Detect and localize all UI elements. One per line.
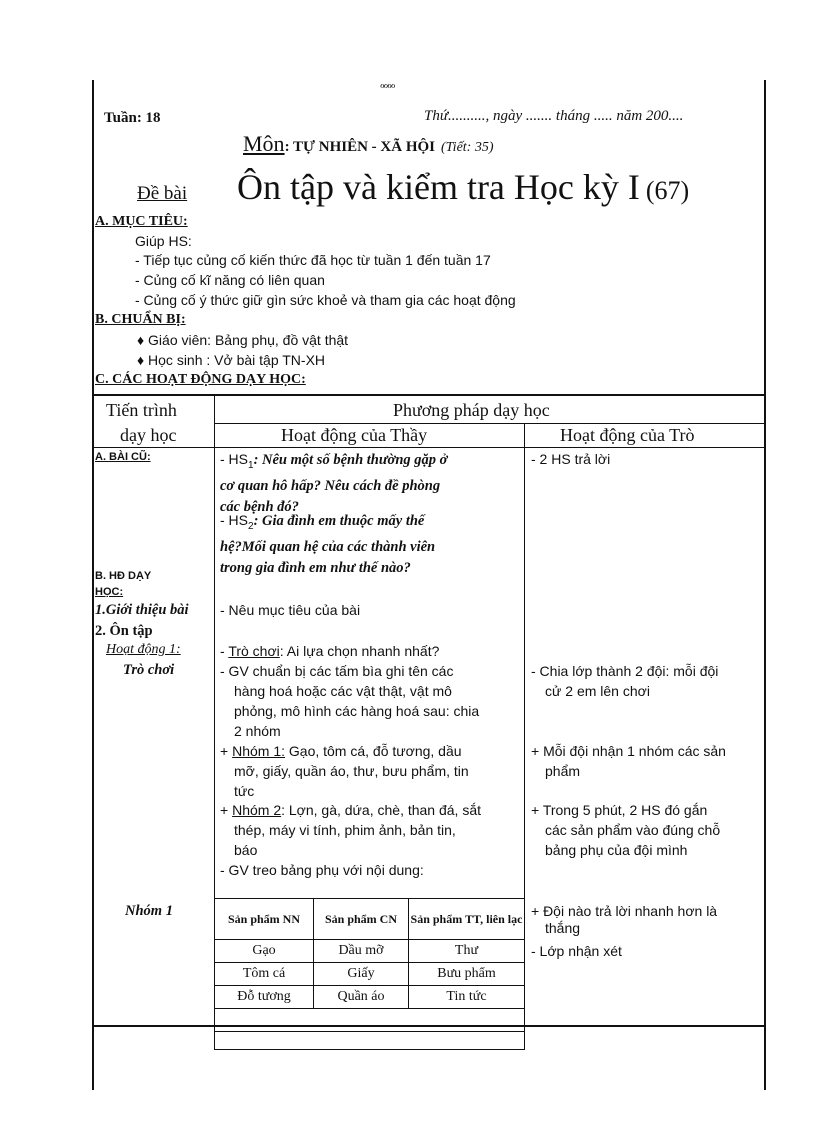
- nhom-1-line1: [220, 741, 462, 761]
- page-title: [237, 166, 689, 208]
- header-bottom-divider: [92, 447, 765, 448]
- table-cell: Bưu phẩm: [409, 963, 525, 986]
- student-trong-5-3: bảng phụ của đội mình: [545, 842, 688, 858]
- method-header: Phương pháp dạy học: [393, 400, 550, 420]
- table-cell: [409, 1009, 525, 1032]
- product-table-header-row: [215, 899, 525, 940]
- hs1-text-line3: các bệnh đó?: [220, 498, 299, 515]
- student-chia-lop-1: - Chia lớp thành 2 đội: mỗi đội: [531, 663, 719, 679]
- page-left-border: [92, 80, 94, 1090]
- section-a-item: - Tiếp tục củng cố kiến thức đã học từ tuần 1 đến tuần 17: [135, 252, 491, 268]
- section-b-item: ♦ Học sinh : Vở bài tập TN-XH: [137, 352, 326, 368]
- nhom-1-label: Nhóm 1: [125, 903, 173, 919]
- de-bai-label: Đề bài: [137, 183, 188, 204]
- gv-line2: hàng hoá hoặc các vật thật, vật mô: [234, 683, 452, 699]
- tro-choi-label: Trò chơi: [123, 662, 175, 678]
- hoat-dong-1-label: Hoạt động 1:: [106, 642, 181, 657]
- nhom-2-label-text: Nhóm 2: [232, 802, 282, 818]
- table-row: [215, 986, 525, 1009]
- nhom-2-line2: thép, máy vi tính, phim ảnh, bản tin,: [234, 822, 456, 838]
- section-a-item: - Củng cố kĩ năng có liên quan: [135, 272, 325, 288]
- table-cell: Tôm cá: [215, 963, 314, 986]
- hs2-text-line3: trong gia đình em như thế nào?: [220, 559, 411, 576]
- hs1-text-line1: : Nêu một số bệnh thường gặp ở: [253, 452, 448, 468]
- gioi-thieu-label: 1.Giới thiệu bài: [95, 602, 189, 618]
- table-top-border: [92, 394, 766, 396]
- nhom-1-items: Gạo, tôm cá, đỗ tương, dầu: [285, 743, 462, 759]
- nhom-2-items: : Lợn, gà, dứa, chè, than đá, sắt: [281, 802, 482, 818]
- section-c-heading: C. CÁC HOẠT ĐỘNG DẠY HỌC:: [95, 372, 306, 387]
- section-a-item: - Củng cố ý thức giữ gìn sức khoẻ và tham gia các hoạt động: [135, 292, 516, 308]
- gv-line1: - GV chuẩn bị các tấm bìa ghi tên các: [220, 663, 454, 679]
- gv-line4: 2 nhóm: [234, 723, 281, 739]
- method-header-divider: [214, 423, 765, 424]
- tro-choi-line: [220, 641, 439, 661]
- title-number: (67): [645, 176, 690, 205]
- section-b-heading: B. CHUẨN BỊ:: [95, 312, 186, 327]
- product-header-nn: Sản phẩm NN: [215, 899, 314, 940]
- col1-header-line2: dạy học: [120, 425, 177, 445]
- table-cell: Tin tức: [409, 986, 525, 1009]
- student-tra-loi: - 2 HS trả lời: [531, 451, 611, 467]
- on-tap-label: 2. Ôn tập: [95, 623, 153, 639]
- student-trong-5-1: + Trong 5 phút, 2 HS đó gắn: [531, 802, 708, 818]
- subject-line: [243, 131, 494, 157]
- student-doi-nao-2: thắng: [545, 920, 581, 936]
- nhom-1-line3: tức: [234, 783, 255, 799]
- title-text: Ôn tập và kiểm tra Học kỳ I: [237, 167, 640, 207]
- subject-prefix: Môn: [243, 131, 285, 156]
- table-cell: Dầu mỡ: [314, 940, 409, 963]
- student-moi-doi-1: + Mỗi đội nhận 1 nhóm các sản: [531, 743, 726, 759]
- table-cell: Gạo: [215, 940, 314, 963]
- student-chia-lop-2: cử 2 em lên chơi: [545, 683, 650, 699]
- table-cell: Đỗ tương: [215, 986, 314, 1009]
- gv-line3: phỏng, mô hình các hàng hoá sau: chia: [234, 703, 480, 719]
- hs1-prefix: - HS: [220, 451, 248, 467]
- hs2-subscript: 2: [248, 520, 254, 532]
- student-trong-5-2: các sản phẩm vào đúng chỗ: [545, 822, 721, 838]
- question-hs1: [220, 449, 520, 518]
- section-b-item: ♦ Giáo viên: Bảng phụ, đồ vật thật: [137, 332, 349, 348]
- tro-choi-dash: -: [220, 643, 229, 659]
- nhom-2-line1: [220, 800, 481, 820]
- table-cell: Giấy: [314, 963, 409, 986]
- neu-muc-tieu: - Nêu mục tiêu của bài: [220, 602, 361, 618]
- table-cell: [314, 1009, 409, 1032]
- section-a-heading: A. MỤC TIÊU:: [95, 214, 188, 229]
- student-doi-nao-1: + Đội nào trả lời nhanh hơn là: [531, 903, 718, 919]
- hd-day-hoc-line1: B. HĐ DẠY: [95, 570, 152, 582]
- bai-cu-label: A. BÀI CŨ:: [95, 451, 151, 463]
- col1-header-line1: Tiến trình: [106, 400, 177, 420]
- hd-day-hoc-line2: HỌC:: [95, 586, 124, 598]
- product-header-cn: Sản phẩm CN: [314, 899, 409, 940]
- week-label: Tuần: 18: [104, 110, 161, 126]
- product-table: [214, 898, 525, 1032]
- nhom-1-plus: +: [220, 743, 233, 759]
- question-hs2: [220, 510, 520, 579]
- date-line: Thứ.........., ngày ....... tháng ..... năm 200....: [424, 108, 684, 124]
- student-moi-doi-2: phẩm: [545, 763, 581, 779]
- hs1-subscript: 1: [248, 459, 254, 471]
- nhom-1-label-text: Nhóm 1:: [232, 743, 285, 759]
- lesson-number: (Tiết: 35): [441, 140, 494, 155]
- tro-choi-link-label: Trò chơi: [228, 643, 280, 659]
- extra-row-bottom: [214, 1049, 525, 1050]
- tro-choi-text: : Ai lựa chọn nhanh nhất?: [279, 643, 440, 659]
- table-row: [215, 963, 525, 986]
- hs1-text-line2: cơ quan hô hấp? Nêu cách đề phòng: [220, 477, 441, 494]
- nhom-2-line3: báo: [234, 842, 258, 858]
- nhom-2-plus: +: [220, 802, 233, 818]
- table-row: [215, 1009, 525, 1032]
- hs2-text-line2: hệ?Mối quan hệ của các thành viên: [220, 538, 436, 555]
- subject-name: : TỰ NHIÊN - XÃ HỘI: [284, 139, 435, 155]
- section-a-intro: Giúp HS:: [135, 233, 192, 249]
- nhom-1-line2: mỡ, giấy, quần áo, thư, bưu phẩm, tin: [234, 763, 469, 779]
- table-cell: Quần áo: [314, 986, 409, 1009]
- table-cell: [215, 1009, 314, 1032]
- page-right-border: [764, 80, 766, 1090]
- student-header: Hoạt động của Trò: [560, 425, 695, 445]
- gv-treo-line: - GV treo bảng phụ với nội dung:: [220, 862, 424, 878]
- hs2-prefix: - HS: [220, 512, 248, 528]
- ornament-divider: ℴℴℴℴ: [380, 80, 395, 91]
- student-lop-nhan-xet: - Lớp nhận xét: [531, 943, 622, 959]
- product-header-tt: Sản phẩm TT, liên lạc: [409, 899, 525, 940]
- table-row: [215, 940, 525, 963]
- table-cell: Thư: [409, 940, 525, 963]
- teacher-header: Hoạt động của Thầy: [281, 425, 428, 445]
- hs2-text-line1: : Gia đình em thuộc mấy thế: [253, 513, 425, 529]
